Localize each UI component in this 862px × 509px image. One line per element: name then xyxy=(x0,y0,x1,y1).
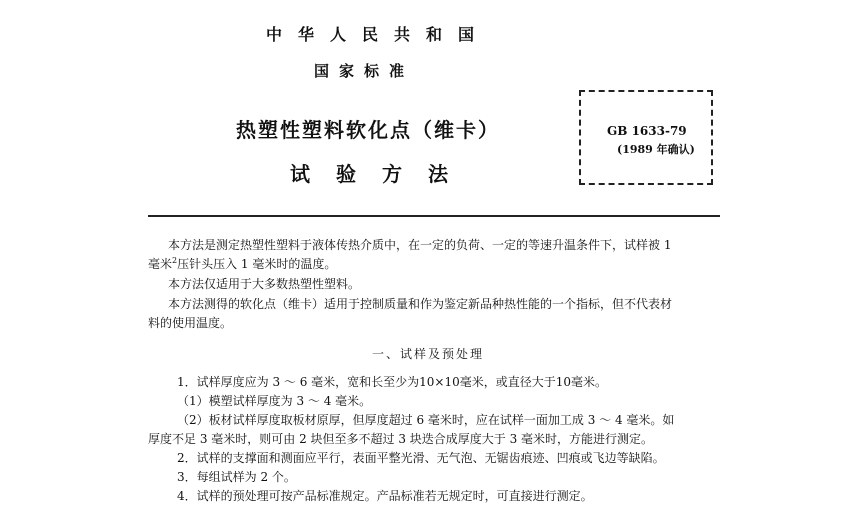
list-item: 4．试样的预处理可按产品标准规定。产品标准若无规定时，可直接进行测定。 xyxy=(177,489,593,503)
list-item: 2．试样的支撑面和测面应平行，表面平整光滑、无气泡、无锯齿痕迹、凹痕或飞边等缺陷。 xyxy=(177,451,665,465)
intro-paragraph-2: 本方法仅适用于大多数热塑性塑料。 xyxy=(168,277,361,291)
unit-text: 毫米 xyxy=(148,257,173,271)
section-heading: 一、试样及预处理 xyxy=(372,347,485,361)
list-item: 1．试样厚度应为 3 ～ 6 毫米，宽和长至少为10×10毫米，或直径大于10毫米。 xyxy=(177,375,608,389)
list-item: 3．每组试样为 2 个。 xyxy=(177,470,296,484)
standard-code: GB 1633-79 xyxy=(607,124,687,138)
intro-paragraph-1: 本方法是测定热塑性塑料于液体传热介质中，在一定的负荷、一定的等速升温条件下，试样被 1 xyxy=(168,238,672,252)
list-subitem: （2）板材试样厚度取板材原厚，但厚度超过 6 毫米时，应在试样一面加工成 3 ～ 4 毫米。如 xyxy=(177,413,675,427)
confirmation-year: (1989 年确认) xyxy=(617,143,695,156)
header-divider xyxy=(148,215,720,217)
list-subitem-cont: 厚度不足 3 毫米时，则可由 2 块但至多不超过 3 块迭合成厚度大于 3 毫米时，方能进行测定。 xyxy=(148,432,654,446)
intro-paragraph-3: 本方法测得的软化点（维卡）适用于控制质量和作为鉴定新品种热性能的一个指标，但不代表材 xyxy=(168,297,673,311)
document-subtitle: 试验方法 xyxy=(290,162,474,186)
list-subitem: （1）模塑试样厚度为 3 ～ 4 毫米。 xyxy=(177,394,372,408)
country-heading: 中华人民共和国 xyxy=(266,25,491,44)
document-title: 热塑性塑料软化点（维卡） xyxy=(236,118,500,142)
paragraph-text: 压针头压入 1 毫米时的温度。 xyxy=(177,257,337,271)
intro-paragraph-3-cont: 料的使用温度。 xyxy=(148,316,233,330)
superscript: 2 xyxy=(172,256,178,265)
standard-type-heading: 国家标准 xyxy=(314,62,415,80)
intro-paragraph-1-cont xyxy=(148,256,336,272)
